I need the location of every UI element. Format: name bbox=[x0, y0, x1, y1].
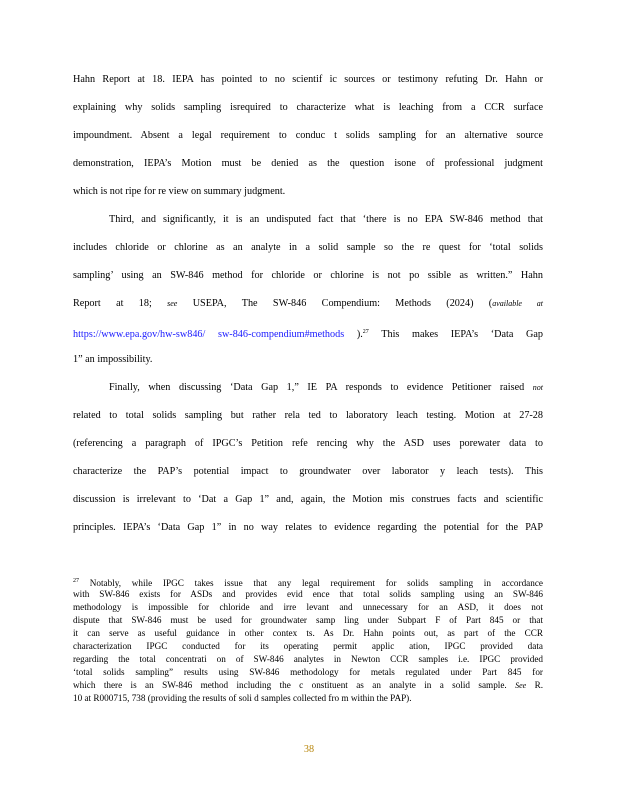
body-line: https://www.epa.gov/hw-sw846/ sw-846-compendium#methods ).$^{27}$ This makes IEPA’s ‘Data Gap bbox=[73, 329, 543, 340]
footnote-line: which there is an SW-846 method including the c onstituent as an analyte in a solid sample. See R. bbox=[73, 680, 543, 690]
body-line: impoundment. Absent a legal requirement to conduc t solids sampling for an alternative source bbox=[73, 130, 543, 141]
body-line: which is not ripe for re view on summary judgment. bbox=[73, 186, 286, 197]
body-line: Third, and significantly, it is an undisputed fact that ‘there is no EPA SW-846 method that bbox=[109, 214, 543, 225]
body-line: principles. IEPA’s ‘Data Gap 1” in no way relates to evidence regarding the potential for the PAP bbox=[73, 522, 543, 533]
body-line: includes chloride or chlorine as an analyte in a solid sample so the re quest for ‘total solids bbox=[73, 242, 543, 253]
body-line: related to total solids sampling but rather rela ted to laboratory leach testing. Motion at 27-28 bbox=[73, 410, 543, 421]
footnote-line: regarding the total concentrati on of SW-846 analytes in Newton CCR samples i.e. IPGC provided bbox=[73, 654, 543, 664]
footnote-line: characterization IPGC conducted for its operating permit applic ation, IPGC provided data bbox=[73, 641, 543, 651]
see-signal: see bbox=[167, 299, 178, 308]
body-line: (referencing a paragraph of IPGC’s Petition refe rencing why the ASD uses porewater data to bbox=[73, 438, 543, 449]
footnote-number: 27 bbox=[73, 578, 79, 584]
footnote-line: ‘total solids sampling” results using SW-846 methodology for metals regulated under Part 845 for bbox=[73, 667, 543, 677]
footnote-line: 10 at R000715, 738 (providing the results of soli d samples collected fro m within the PAP). bbox=[73, 693, 412, 703]
body-line: characterize the PAP’s potential impact to groundwater over laborator y leach tests). This bbox=[73, 466, 543, 477]
page-number: 38 bbox=[303, 744, 315, 755]
footnote-line: it can serve as useful guidance in other contex ts. As Dr. Hahn points out, as part of the CCR bbox=[73, 628, 543, 638]
body-line: Hahn Report at 18. IEPA has pointed to no scientif ic sources or testimony refuting Dr. Hahn or bbox=[73, 74, 543, 85]
body-line: sampling’ using an SW-846 method for chloride or chlorine is not po ssible as written.” Hahn bbox=[73, 270, 543, 281]
body-line: Report at 18; see USEPA, The SW-846 Compendium: Methods (2024) (available at bbox=[73, 298, 543, 309]
available-at-signal: available at bbox=[492, 299, 543, 308]
body-line: Finally, when discussing ‘Data Gap 1,” IE PA responds to evidence Petitioner raised not bbox=[109, 382, 543, 393]
emphasis-not: not bbox=[532, 383, 543, 392]
body-line: discussion is irrelevant to ‘Dat a Gap 1” and, again, the Motion mis construes facts and scientific bbox=[73, 494, 543, 505]
body-line: 1” an impossibility. bbox=[73, 354, 153, 365]
body-line: demonstration, IEPA’s Motion must be denied as the question isone of professional judgment bbox=[73, 158, 543, 169]
body-line: explaining why solids sampling isrequired to characterize what is leaching from a CCR surface bbox=[73, 102, 543, 113]
usepa-link[interactable]: https://www.epa.gov/hw-sw846/ sw-846-compendium#methods bbox=[73, 329, 345, 340]
footnote-reference[interactable]: 27 bbox=[362, 329, 369, 335]
footnote-line: methodology is impossible for chloride and irre levant and unnecessary for an ASD, it does not bbox=[73, 602, 543, 612]
footnote-line: with SW-846 exists for ASDs and provides evid ence that total solids sampling using an SW-846 bbox=[73, 589, 543, 599]
footnote-line: $^{27}$ Notably, while IPGC takes issue that any legal requirement for solids sampling in accordance bbox=[73, 578, 543, 588]
see-signal: See bbox=[515, 681, 527, 690]
footnote-separator bbox=[73, 565, 183, 566]
footnote-line: dispute that SW-846 must be used for groundwater samp ling under Subpart F of Part 845 or that bbox=[73, 615, 543, 625]
